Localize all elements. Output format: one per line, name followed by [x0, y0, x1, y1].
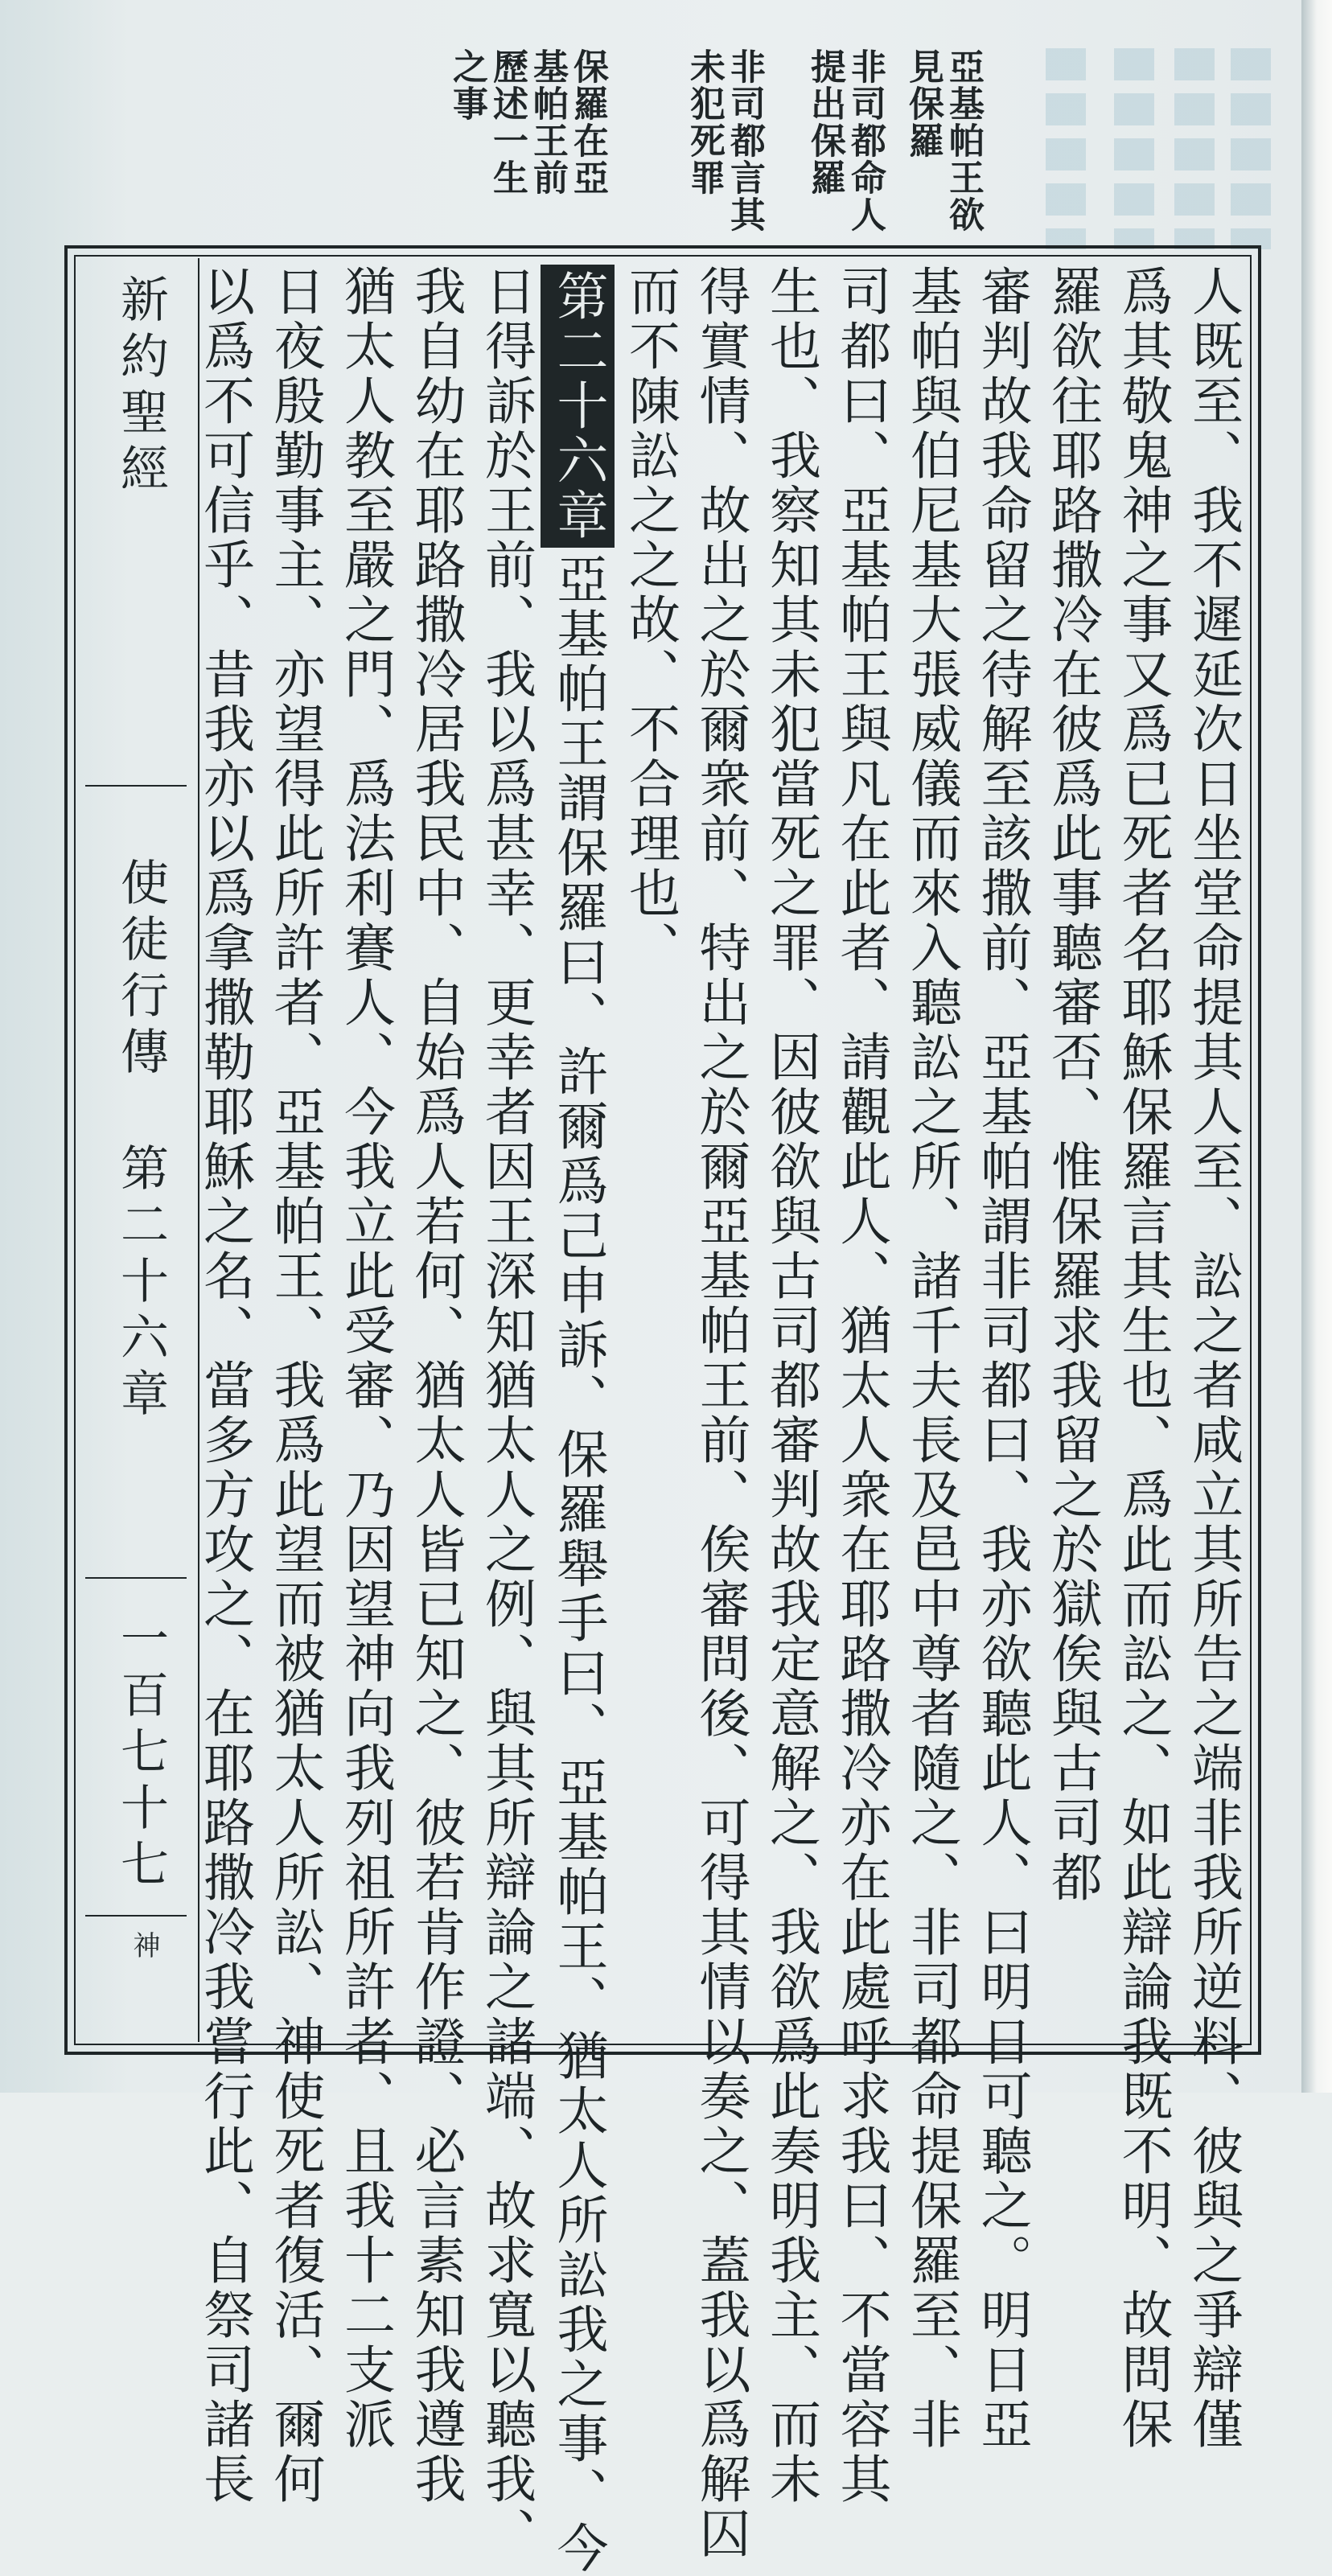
text-column: 得實情、故出之於爾衆前、特出之於爾亞基帕王前、俟審問後、可得其情以奏之、蓋我以爲解囚 — [690, 265, 750, 2562]
text-run: 亞基帕王謂保羅曰、許爾爲己申訴、保羅舉手曰、亞基帕王、猶太人所訟我之事、今 — [548, 553, 608, 2576]
text-column: 爲其敬鬼神之事又爲已死者名耶穌保羅言其生也、爲此而訟之、如此辯論我既不明、故問保 — [1112, 265, 1173, 2452]
text-column: 日得訴於王前、我以爲甚幸、更幸者因王深知猶太人之例、與其所辯論之諸端、故求寬以聽我、 — [476, 265, 536, 2562]
text-column: 審判故我命留之待解至該撒前、亞基帕謂非司都曰、我亦欲聽此人、曰明日可聽之。明日亞 — [972, 265, 1032, 2452]
text-column: 基帕與伯尼基大張威儀而來入聽訟之所、諸千夫長及邑中尊者隨之、非司都命提保羅至、非 — [902, 265, 961, 2452]
text-column-with-heading — [541, 265, 615, 2576]
text-column: 人既至、我不遲延次日坐堂命提其人至、訟之者咸立其所告之端非我所逆料、彼與之爭辯僅 — [1183, 265, 1243, 2452]
divider — [85, 1915, 187, 1917]
text-column: 生也、我察知其未犯當死之罪、因彼欲與古司都審判故我定意解之、我欲爲此奏明我主、而未 — [761, 265, 820, 2507]
main-text — [195, 265, 1248, 2576]
text-column: 司都曰、亞基帕王與凡在此者、請觀此人、猶太人衆在耶路撒冷亦在此處呼求我曰、不當容其 — [831, 265, 891, 2507]
margin-note: 亞基帕王欲見保羅 — [902, 48, 984, 233]
margin-note: 非司都命人提出保羅 — [804, 48, 886, 233]
margin-notes — [426, 48, 989, 249]
chapter-heading: 第二十六章 — [541, 265, 615, 548]
text-column: 羅欲往耶路撒冷在彼爲此事聽審否、惟保羅求我留之於獄俟與古司都 — [1042, 265, 1102, 1905]
page-edge — [1301, 0, 1332, 2093]
margin-note: 保羅在亞基帕王前歷述一生之事 — [446, 48, 608, 196]
show-through-text — [1174, 48, 1215, 249]
text-column: 而不陳訟之之故、不合理也、 — [620, 265, 680, 976]
running-head — [77, 258, 199, 2042]
show-through-text — [1046, 48, 1086, 249]
signature-mark: 神 — [128, 1931, 160, 1958]
divider — [85, 1577, 187, 1579]
page-number: 一百七十七 — [113, 1613, 169, 1895]
text-column: 日夜殷勤事主、亦望得此所許者、亞基帕王、我爲此望而被猶太人所訟、神使死者復活、爾何 — [265, 265, 325, 2507]
chapter-label: 第二十六章 — [113, 1143, 169, 1424]
margin-note: 非司都言其未犯死罪 — [684, 48, 765, 233]
text-column: 猶太人教至嚴之門、爲法利賽人、今我立此受審、乃因望神向我列祖所許者、且我十二支派 — [335, 265, 395, 2452]
book-title: 新約聖經 — [113, 274, 169, 499]
text-frame — [64, 245, 1261, 2576]
book-name: 使徒行傳 — [113, 857, 169, 1083]
text-column: 以爲不可信乎、昔我亦以爲拿撒勒耶穌之名、當多方攻之、在耶路撒冷我嘗行此、自祭司諸長 — [195, 265, 254, 2507]
show-through-text — [1231, 48, 1271, 249]
divider — [85, 785, 187, 787]
show-through-text — [1114, 48, 1154, 249]
text-column: 我自幼在耶路撒冷居我民中、自始爲人若何、猶太人皆已知之、彼若肯作證、必言素知我遵我 — [405, 265, 466, 2507]
